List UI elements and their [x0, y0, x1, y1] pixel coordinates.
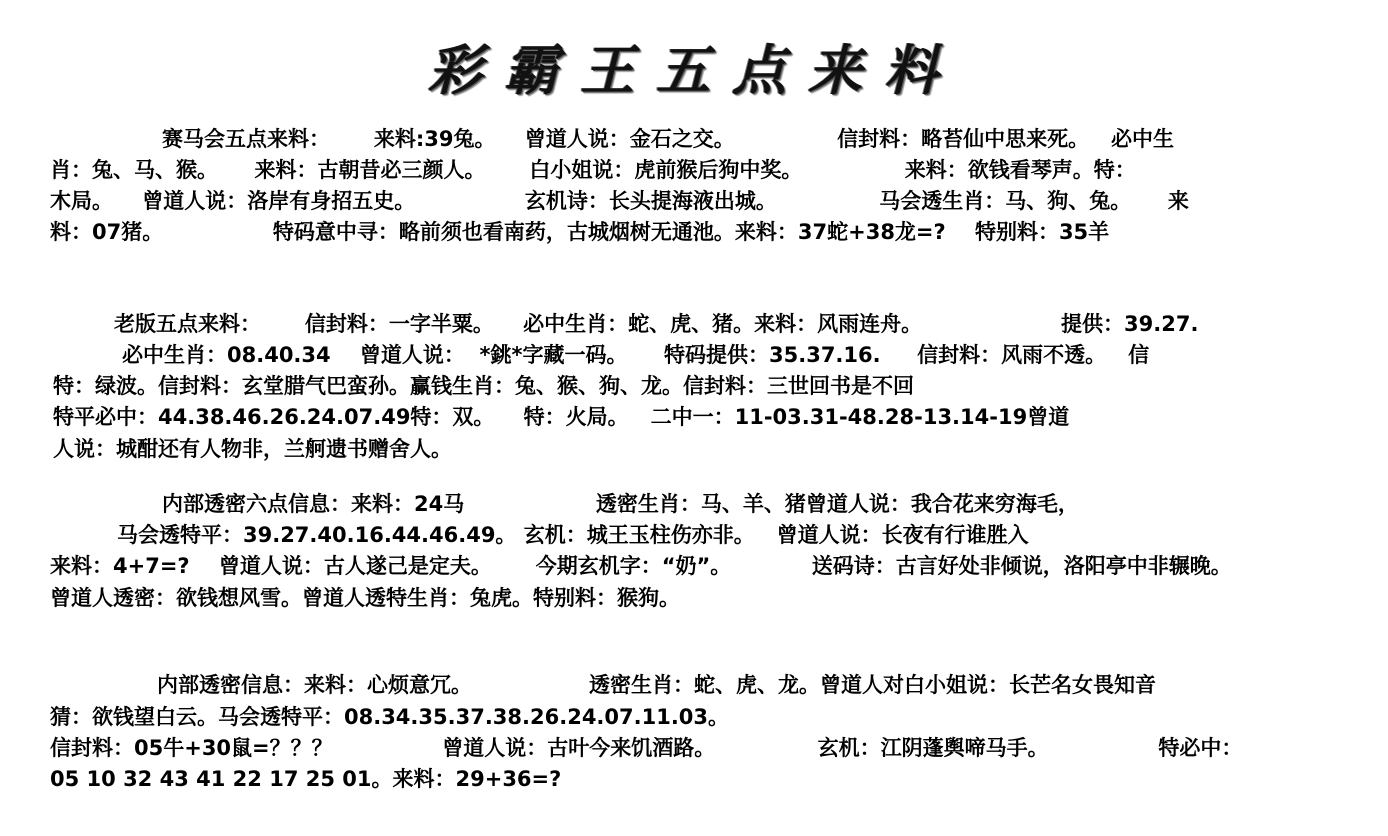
section-1-line-4: 料：07猪。 特码意中寻：略前须也看南药，古城烟树无通池。来料：37蛇+38龙=? 特别料：35羊 [50, 220, 1110, 244]
section-2-line-3: 特：绿波。信封料：玄堂腊气巴蛮孙。赢钱生肖：兔、猴、狗、龙。信封料：三世回书是不回 [53, 374, 914, 398]
section-4-line-2: 猜：欲钱望白云。马会透特平：08.34.35.37.38.26.24.07.11.03。 [50, 705, 730, 729]
section-4-line-4: 05 10 32 43 41 22 17 25 01。来料：29+36=? [50, 767, 562, 791]
section-3-line-2: 马会透特平：39.27.40.16.44.46.49。 玄机：城王玉柱伤亦非。 曾道人说：长夜有行谁胜入 [117, 523, 1029, 547]
section-3-line-4: 曾道人透密：欲钱想风雪。曾道人透特生肖：兔虎。特别料：猴狗。 [50, 586, 680, 610]
section-3-line-1: 内部透密六点信息：来料：24马 透密生肖：马、羊、猪曾道人说：我合花来穷海毛， [162, 492, 1079, 516]
section-2-line-1: 老版五点来料： 信封料：一字半粟。 必中生肖：蛇、虎、猪。来料：风雨连舟。 提供：39.27. [114, 312, 1199, 336]
section-1-line-1: 赛马会五点来料： 来料:39兔。 曾道人说：金石之交。 信封料：略苔仙中思来死。 必中生 [162, 127, 1175, 151]
section-4-line-3: 信封料：05牛+30鼠=？？？ 曾道人说：古叶今来饥酒路。 玄机：江阴蓬舆啼马手。 特必中： [50, 736, 1243, 760]
page-title: 彩霸王五点来料 [428, 38, 960, 102]
section-2-line-2: 必中生肖：08.40.34 曾道人说： *銚*字藏一码。 特码提供：35.37.16. 信封料：风雨不透。 信 [122, 343, 1150, 367]
section-4-line-1: 内部透密信息：来料：心烦意冗。 透密生肖：蛇、虎、龙。曾道人对白小姐说：长芒名女畏知音 [157, 673, 1156, 697]
section-1-line-3: 木局。 曾道人说：洛岸有身招五史。 玄机诗：长头提海液出城。 马会透生肖：马、狗、兔。 来 [50, 189, 1189, 213]
section-2-line-5: 人说：城酣还有人物非，兰舸遗书赠舍人。 [53, 437, 452, 461]
section-3-line-3: 来料：4+7=? 曾道人说：古人遂己是定夫。 今期玄机字：“奶”。 送码诗：古言好处非倾说，洛阳亭中非辗晚。 [50, 554, 1232, 578]
section-1-line-2: 肖：兔、马、猴。 来料：古朝昔必三颜人。 白小姐说：虎前猴后狗中奖。 来料：欲钱看琴声。特： [50, 158, 1136, 182]
section-2-line-4: 特平必中：44.38.46.26.24.07.49特：双。 特：火局。 二中一：11-03.31-48.28-13.14-19曾道 [53, 405, 1070, 429]
